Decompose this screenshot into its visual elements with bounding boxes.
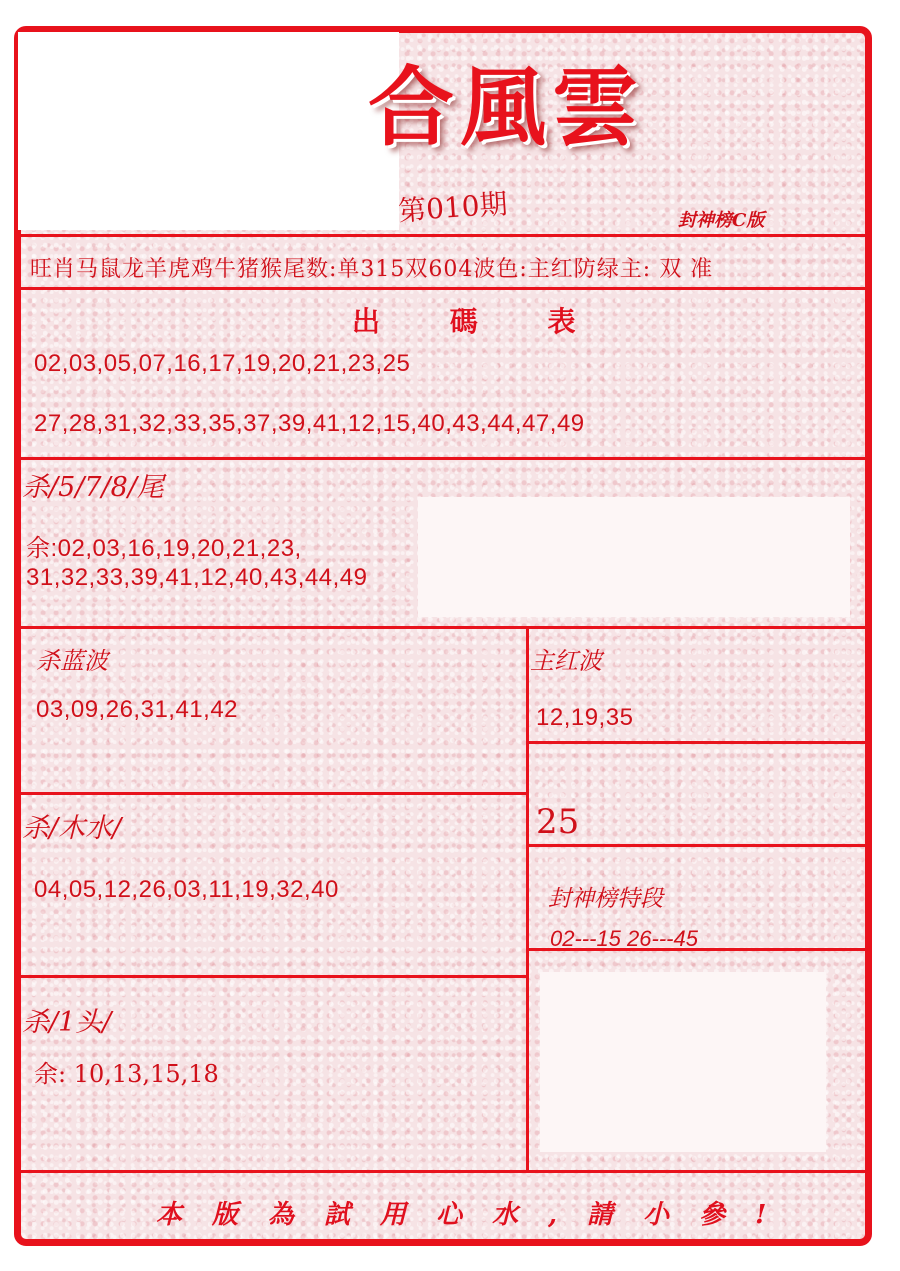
divider-vertical — [526, 626, 529, 1172]
kill-blue-numbers: 03,09,26,31,41,42 — [36, 696, 239, 723]
main-red-numbers: 12,19,35 — [536, 704, 634, 731]
edition-label: 封神榜C版 — [678, 210, 765, 231]
kill-tail-label: 杀/5/7/8/尾 — [22, 472, 164, 503]
teduan-label: 封神榜特段 — [548, 886, 663, 912]
teduan-range: 02---15 26---45 — [550, 926, 698, 951]
divider-left-1 — [21, 792, 528, 795]
tail-white-panel — [418, 497, 850, 617]
divider-info — [21, 287, 865, 290]
kill-head-numbers: 余: 10,13,15,18 — [34, 1060, 219, 1088]
page-title: 合風雲 — [368, 57, 644, 158]
kill-head-label: 杀/1头/ — [22, 1007, 112, 1038]
divider-chuma — [21, 457, 865, 460]
footer-note: 本版為試用心水,請小參! — [156, 1200, 797, 1230]
chuma-heading: 出 碼 表 — [352, 305, 606, 338]
divider-header — [21, 234, 865, 237]
zodiac-info-line: 旺肖马鼠龙羊虎鸡牛猪猴尾数:单315双604波色:主红防绿主: 双 准 — [30, 257, 714, 282]
corner-white-panel — [540, 972, 826, 1152]
kill-tail-line-2: 31,32,33,39,41,12,40,43,44,49 — [26, 564, 368, 591]
special-number: 25 — [536, 802, 580, 842]
divider-right-1 — [528, 741, 865, 744]
divider-footer — [21, 1170, 865, 1173]
divider-tail — [21, 626, 865, 629]
kill-wood-water-label: 杀/木水/ — [22, 813, 122, 844]
divider-left-2 — [21, 975, 528, 978]
kill-wood-water-numbers: 04,05,12,26,03,11,19,32,40 — [34, 876, 339, 903]
chuma-line-2: 27,28,31,32,33,35,37,39,41,12,15,40,43,44,47,49 — [34, 410, 585, 437]
divider-right-2 — [528, 844, 865, 847]
issue-number: 第010期 — [397, 187, 509, 228]
kill-blue-label: 杀蓝波 — [36, 647, 108, 675]
header-white-mask — [18, 32, 399, 230]
kill-tail-line-1: 余:02,03,16,19,20,21,23, — [26, 535, 302, 562]
chuma-line-1: 02,03,05,07,16,17,19,20,21,23,25 — [34, 350, 411, 377]
main-red-label: 主红波 — [530, 647, 602, 675]
